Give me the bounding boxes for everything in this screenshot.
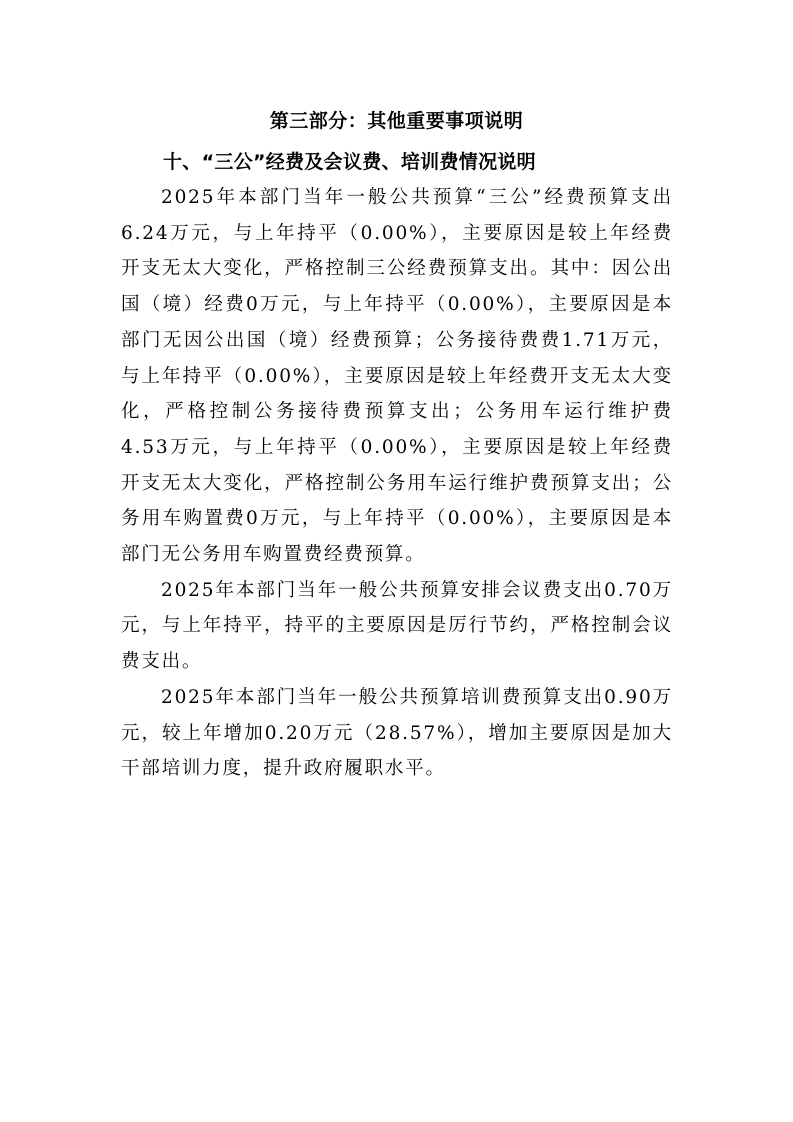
section-body	[121, 180, 673, 787]
paragraph-meeting-fees: 2025年本部门当年一般公共预算安排会议费支出0.70万元，与上年持平，持平的主要原因是厉行节约，严格控制会议费支出。	[121, 579, 673, 673]
paragraph-training-fees: 2025年本部门当年一般公共预算培训费预算支出0.90万元，较上年增加0.20万元（28.57%），增加主要原因是加大干部培训力度，提升政府履职水平。	[121, 686, 673, 780]
paragraph-three-public-funds: 2025年本部门当年一般公共预算“三公”经费预算支出6.24万元，与上年持平（0.00%），主要原因是较上年经费开支无太大变化，严格控制三公经费预算支出。其中：因公出国（境）经费0万元，与上年持平（0.00%），主要原因是本部门无因公出国（境）经费预算；公务接待费费1.71万元，与上年持平（0.00%），主要原因是较上年经费开支无太大变化，严格控制公务接待费预算支出；公务用车运行维护费4.53万元，与上年持平（0.00%），主要原因是较上年经费开支无太大变化，严格控制公务用车运行维护费预算支出；公务用车购置费0万元，与上年持平（0.00%），主要原因是本部门无公务用车购置费经费预算。	[121, 187, 673, 566]
part-title: 第三部分：其他重要事项说明	[269, 110, 524, 132]
section-title: 十、“三公”经费及会议费、培训费情况说明	[163, 151, 536, 173]
